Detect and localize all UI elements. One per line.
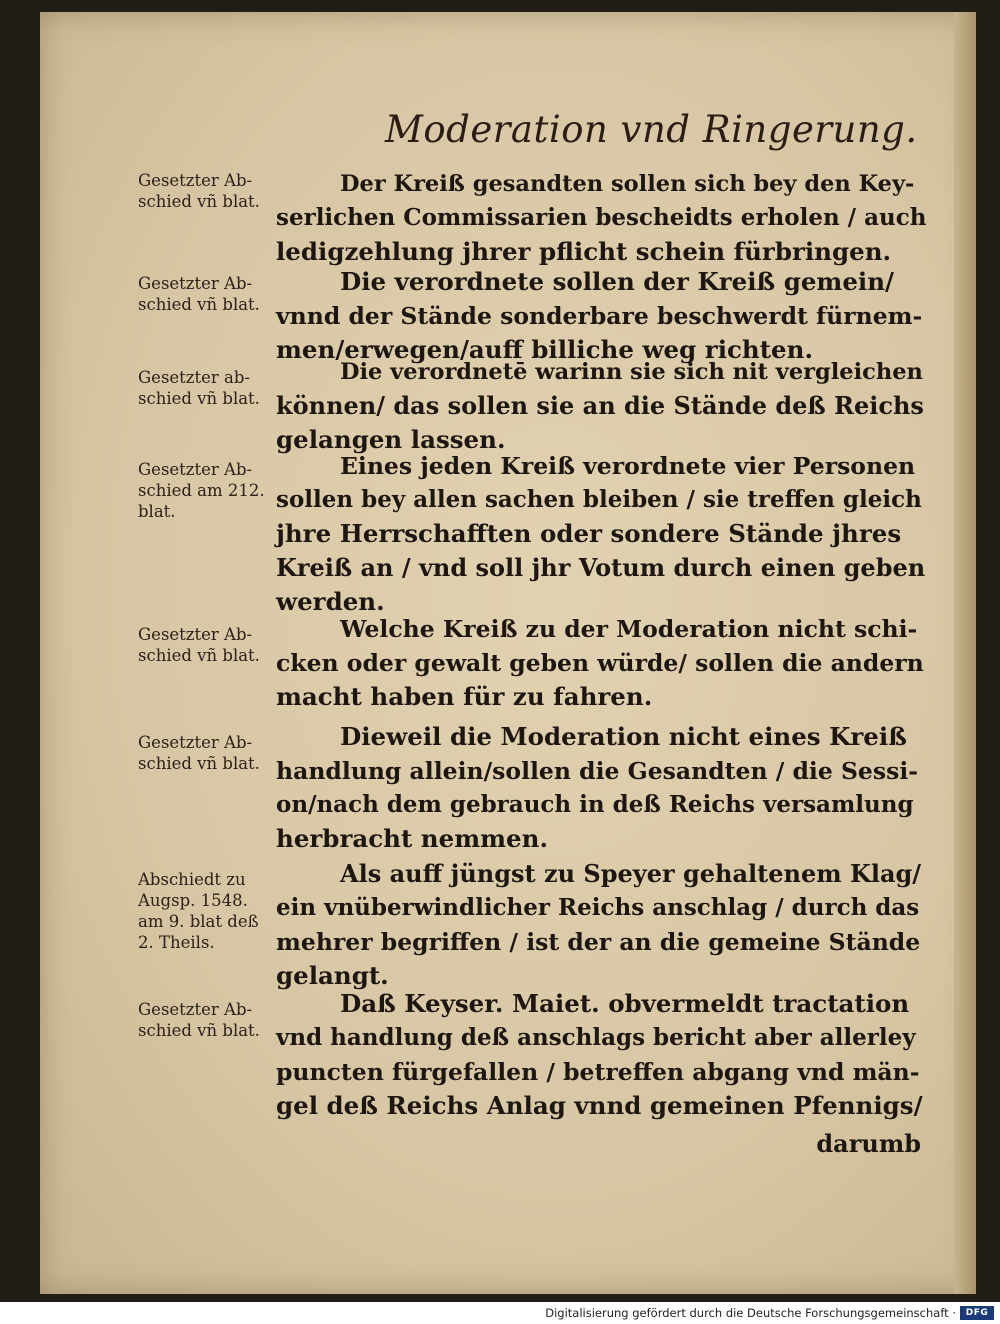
margin-note-line: 2. Theils. — [138, 933, 215, 952]
margin-note — [138, 869, 288, 953]
text-line: können/ das sollen sie an die Stände deß Reichs — [276, 391, 924, 420]
text-line: vnnd der Stände sonderbare beschwerdt fürnem- — [276, 302, 923, 330]
text-line: Daß Keyser. Maiet. obvermeldt tractation — [340, 989, 910, 1018]
text-line: gelangt. — [276, 961, 389, 990]
text-line: ledigzehlung jhrer pflicht schein fürbringen. — [276, 237, 892, 266]
paragraph-text — [276, 987, 926, 1123]
margin-note-line: Gesetzter Ab- — [138, 1000, 253, 1019]
text-line: macht haben für zu fahren. — [276, 682, 653, 711]
text-line: serlichen Commissarien bescheidts erholen / auch — [276, 204, 927, 231]
text-line: Welche Kreiß zu der Moderation nicht schi- — [340, 615, 918, 643]
text-line: Eines jeden Kreiß verordnete vier Personen — [340, 452, 916, 480]
margin-note — [138, 273, 288, 315]
text-line: puncten fürgefallen / betreffen abgang vnd män- — [276, 1058, 920, 1086]
running-head: Moderation vnd Ringerung. — [385, 108, 918, 151]
margin-note-line: Gesetzter Ab- — [138, 274, 253, 293]
margin-note — [138, 999, 288, 1041]
text-line: Kreiß an / vnd soll jhr Votum durch einen geben — [276, 553, 926, 582]
text-line: ein vnüberwindlicher Reichs anschlag / durch das — [276, 894, 920, 921]
margin-note-line: Gesetzter Ab- — [138, 733, 253, 752]
page-edge — [954, 12, 976, 1294]
margin-note-line: schied vñ blat. — [138, 295, 260, 314]
text-line: jhre Herrschafften oder sondere Stände jhres — [276, 519, 902, 548]
text-line: Die verordnete sollen der Kreiß gemein/ — [340, 267, 894, 296]
text-line: Die verordnetē warinn sie sich nit vergleichen — [340, 359, 923, 385]
margin-note-line: schied vñ blat. — [138, 646, 260, 665]
paragraph-text — [276, 720, 926, 856]
text-line: on/nach dem gebrauch in deß Reichs versamlung — [276, 791, 914, 818]
text-line: cken oder gewalt geben würde/ sollen die andern — [276, 649, 924, 677]
margin-note-line: Gesetzter ab- — [138, 368, 251, 387]
margin-note-line: Augsp. 1548. — [138, 891, 248, 910]
text-line: Dieweil die Moderation nicht eines Kreiß — [340, 722, 907, 751]
text-line: sollen bey allen sachen bleiben / sie treffen gleich — [276, 486, 922, 513]
paragraph-text — [276, 612, 926, 714]
paragraph-text — [276, 449, 926, 619]
book-page — [40, 12, 976, 1294]
paragraph-text — [276, 265, 926, 367]
margin-note-line: schied vñ blat. — [138, 1021, 260, 1040]
margin-note-line: Gesetzter Ab- — [138, 625, 253, 644]
margin-note-line: schied vñ blat. — [138, 389, 260, 408]
text-line: werden. — [276, 587, 385, 616]
text-line: Als auff jüngst zu Speyer gehaltenem Klag/ — [340, 859, 922, 888]
text-line: men/erwegen/auff billiche weg richten. — [276, 335, 813, 364]
margin-note — [138, 732, 288, 774]
margin-note-line: am 9. blat deß — [138, 912, 259, 931]
margin-note-line: schied am 212. — [138, 481, 265, 500]
margin-note-line: blat. — [138, 502, 176, 521]
text-line: herbracht nemmen. — [276, 824, 548, 853]
text-line: Der Kreiß gesandten sollen sich bey den Key- — [340, 171, 915, 197]
margin-note-line: Gesetzter Ab- — [138, 171, 253, 190]
text-line: gelangen lassen. — [276, 425, 506, 454]
text-line: mehrer begriffen / ist der an die gemeine Stände — [276, 928, 921, 956]
text-line: handlung allein/sollen die Gesandten / die Sessi- — [276, 757, 919, 785]
footer-credit: Digitalisierung gefördert durch die Deutsche Forschungsgemeinschaft · — [545, 1306, 956, 1320]
margin-note-line: schied vñ blat. — [138, 192, 260, 211]
text-line: vnd handlung deß anschlags bericht aber allerley — [276, 1024, 916, 1051]
footer-bar — [0, 1302, 1000, 1324]
paragraph-text — [276, 355, 926, 457]
margin-note — [138, 367, 288, 409]
margin-note — [138, 624, 288, 666]
margin-note — [138, 170, 288, 212]
paragraph-text — [276, 857, 926, 993]
margin-note-line: Abschiedt zu — [138, 870, 246, 889]
margin-note-line: schied vñ blat. — [138, 754, 260, 773]
catchword: darumb — [816, 1129, 921, 1158]
margin-note-line: Gesetzter Ab- — [138, 460, 253, 479]
paragraph-text — [276, 167, 926, 269]
dfg-logo: DFG — [960, 1306, 994, 1320]
text-line: gel deß Reichs Anlag vnnd gemeinen Pfennigs/ — [276, 1091, 923, 1120]
margin-note — [138, 459, 288, 522]
